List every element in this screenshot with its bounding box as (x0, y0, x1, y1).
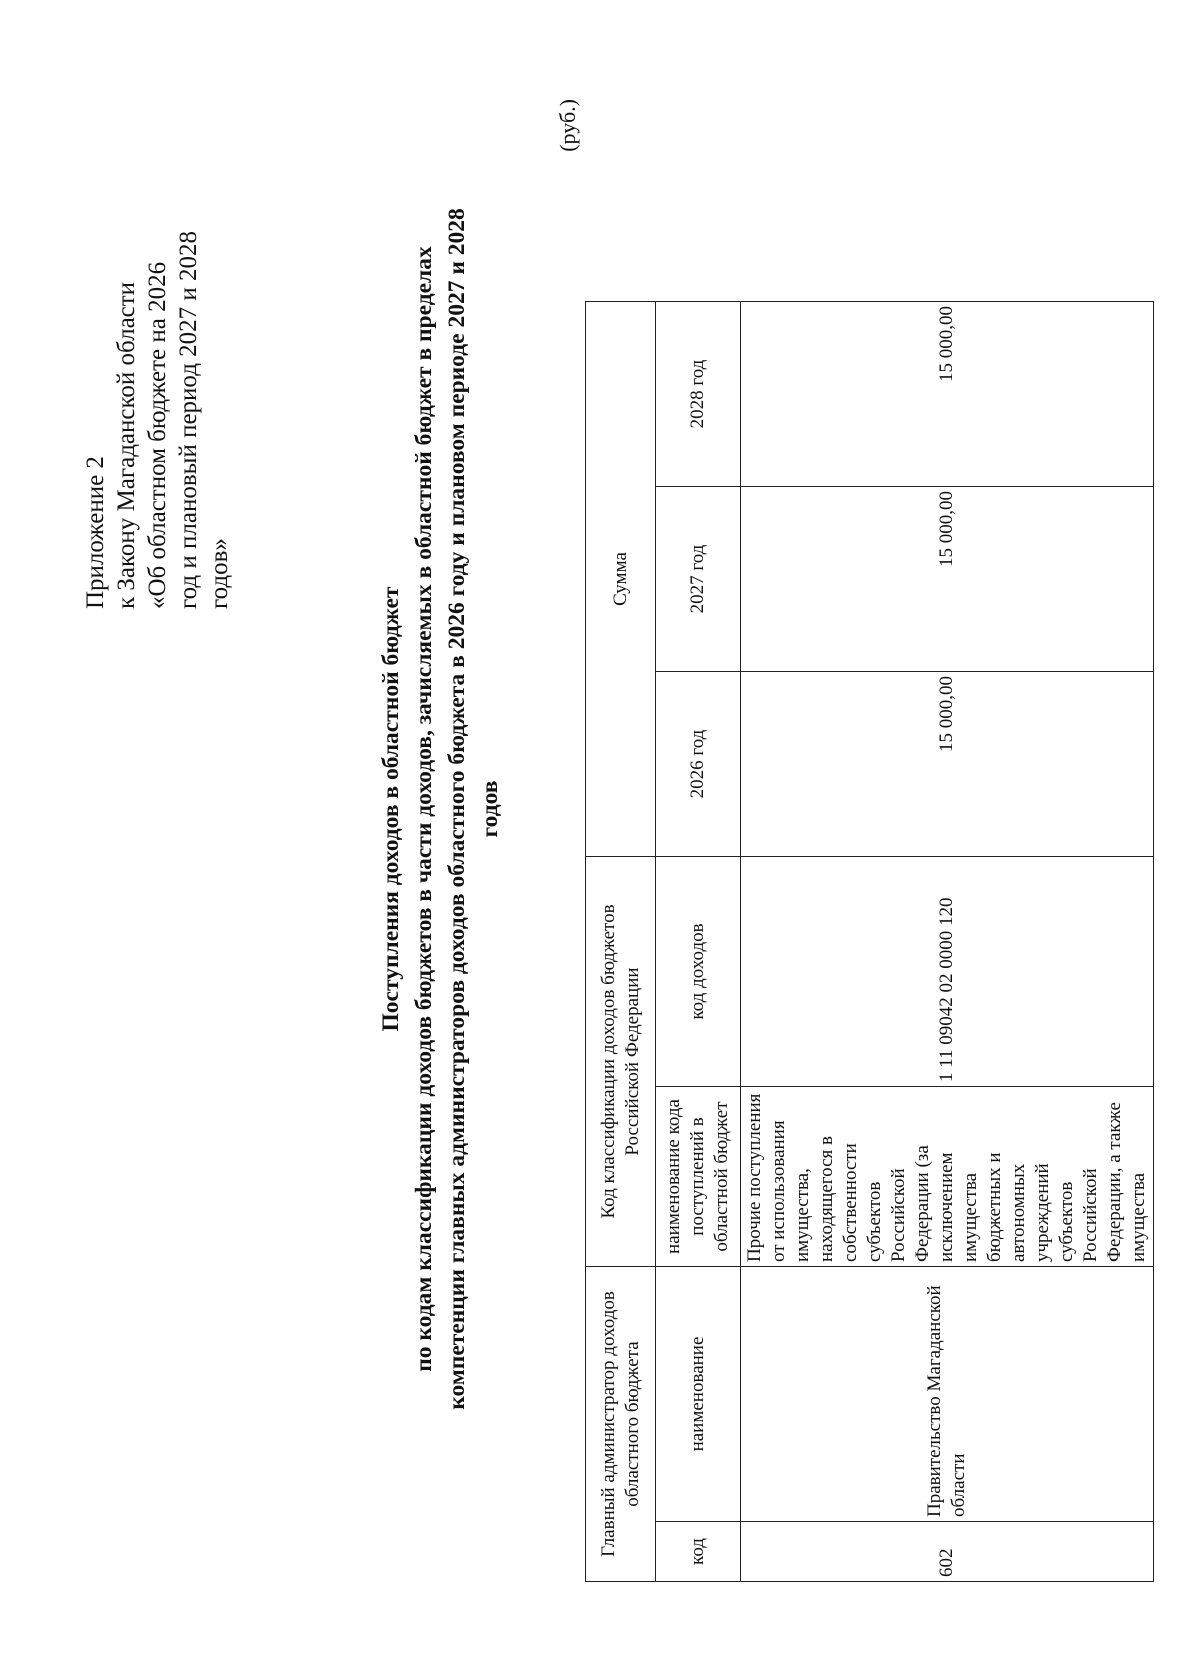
title-line: годов (477, 780, 503, 838)
unit-label: (руб.) (555, 99, 580, 152)
appendix-line: год и плановый период 2027 и 2028 (175, 230, 202, 609)
cell-code: 602 (741, 1522, 1154, 1582)
header-income-code: код доходов (656, 857, 741, 1087)
document-title (375, 99, 507, 1519)
table-row (741, 302, 1154, 1582)
header-name: наименование (656, 1267, 741, 1522)
appendix-line: Приложение 2 (82, 456, 109, 609)
cell-income-code: 1 11 09042 02 0000 120 (741, 857, 1154, 1087)
appendix-line: «Об областном бюджете на 2026 (144, 261, 171, 609)
header-code: код (656, 1522, 741, 1582)
appendix-line: к Закону Магаданской области (113, 281, 140, 609)
appendix-note (80, 129, 235, 609)
header-income-code-name: наименование кода поступлений в областной бюджет (656, 1087, 741, 1267)
title-line: по кодам классификации доходов бюджетов в части доходов, зачисляемых в областной бюджет в пределах (411, 246, 437, 1372)
header-year-2027: 2027 год (656, 487, 741, 672)
cell-name: Правительство Магаданской области (741, 1267, 1154, 1522)
title-line: компетенции главных администраторов доходов областного бюджета в 2026 году и плановом периоде 2027 и 2028 (444, 208, 470, 1410)
header-admin-group: Главный администратор доходов областного бюджета (586, 1267, 656, 1582)
header-year-2028: 2028 год (656, 302, 741, 487)
title-line: Поступления доходов в областной бюджет (378, 586, 404, 1032)
cell-sum-2026: 15 000,00 (741, 672, 1154, 857)
table-header-row (586, 302, 656, 1582)
revenue-table (585, 301, 1154, 1582)
cell-sum-2027: 15 000,00 (741, 487, 1154, 672)
header-sum-group: Сумма (586, 302, 656, 857)
header-year-2026: 2026 год (656, 672, 741, 857)
cell-sum-2028: 15 000,00 (741, 302, 1154, 487)
appendix-line: годов» (206, 538, 233, 609)
cell-income-code-name: Прочие поступления от использования имущества, находящегося в собственности субъектов Российской Федерации (за исключением имущества бюджетных и автономных учреждений субъектов Российской Федерации, а также имущества (741, 1087, 1154, 1267)
table-subheader-row (656, 302, 741, 1582)
header-classification-group: Код классификации доходов бюджетов Российской Федерации (586, 857, 656, 1267)
